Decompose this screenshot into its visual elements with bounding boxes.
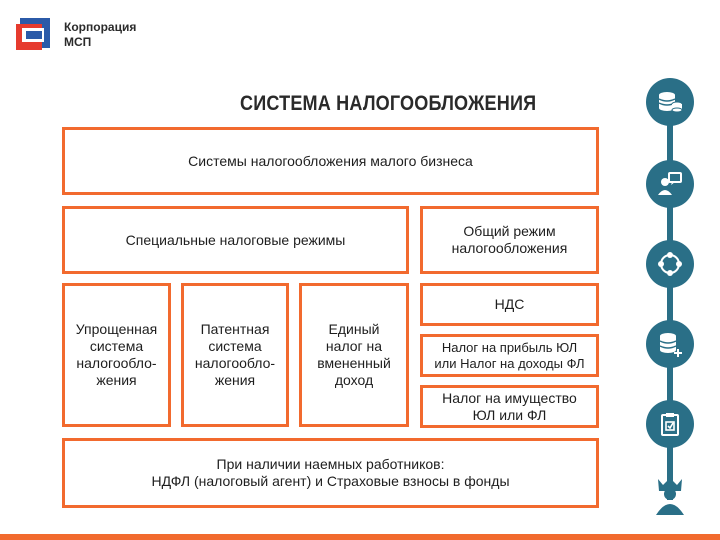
logo-text: [64, 20, 136, 50]
box-profit-line2: или Налог на доходы ФЛ: [434, 355, 585, 371]
box-usn-line: Упрощенная: [75, 321, 158, 337]
box-usn-line: система: [89, 338, 144, 354]
bottom-stripe: [0, 534, 720, 540]
box-envd: [299, 283, 409, 427]
box-patent-line: система: [208, 338, 262, 354]
box-general-line1: Общий режим: [463, 223, 556, 239]
box-envd-line: Единый: [328, 321, 380, 337]
box-envd-line: доход: [334, 372, 374, 388]
box-envd-line: налог на: [325, 338, 383, 354]
box-small-business-tax-systems: [62, 127, 599, 195]
box-profit-line1: Налог на прибыль ЮЛ: [441, 339, 578, 355]
box-employees-line2: НДФЛ (налоговый агент) и Страховые взносы в фонды: [151, 473, 510, 489]
box-property-tax: [420, 385, 599, 428]
database-plus-icon: [646, 320, 694, 368]
logo-mark-icon: [14, 14, 54, 54]
box-employees-line1: При наличии наемных работников:: [216, 456, 445, 472]
database-coins-icon: [646, 78, 694, 126]
box-patent-line: Патентная: [200, 321, 270, 337]
clipboard-icon: [646, 400, 694, 448]
box-patent-line: жения: [214, 372, 256, 388]
box-property-line2: ЮЛ или ФЛ: [472, 406, 547, 423]
box-usn-line: налогообло-: [76, 355, 157, 371]
logo-line1: Корпорация: [64, 20, 137, 34]
box-general-regime: [420, 206, 599, 274]
box-envd-line: вмененный: [317, 355, 391, 371]
box-usn-line: жения: [96, 372, 137, 388]
person-chat-icon: [646, 160, 694, 208]
box-vat: [420, 283, 599, 326]
page-title: СИСТЕМА НАЛОГООБЛОЖЕНИЯ: [240, 92, 537, 115]
logo-line2: МСП: [64, 35, 92, 49]
box-property-line1: Налог на имущество: [442, 389, 577, 406]
box-top-label: Системы налогообложения малого бизнеса: [188, 152, 473, 169]
box-employees: [62, 438, 599, 508]
icon-rail: [630, 70, 720, 530]
logo: [14, 14, 174, 58]
crown-person-icon: [652, 475, 688, 515]
box-special-label: Специальные налоговые режимы: [125, 231, 346, 248]
box-profit-tax: [420, 334, 599, 377]
box-patent-line: налогообло-: [194, 355, 276, 371]
network-circle-icon: [646, 240, 694, 288]
box-patent: [181, 283, 289, 427]
box-usn: [62, 283, 171, 427]
box-special-regimes: [62, 206, 409, 274]
box-vat-label: НДС: [494, 296, 525, 312]
box-general-line2: налогообложения: [451, 240, 568, 256]
